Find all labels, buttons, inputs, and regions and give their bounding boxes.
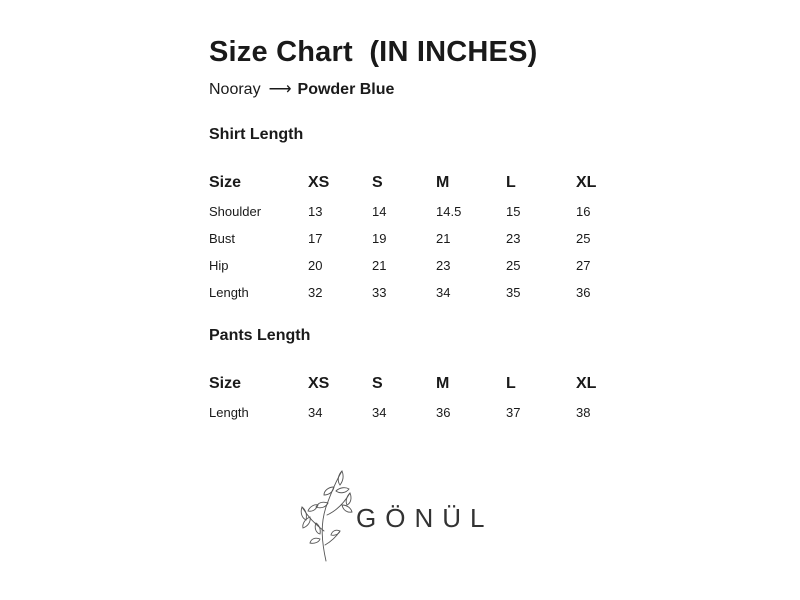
column-header-l: L bbox=[506, 375, 516, 392]
product-breadcrumb bbox=[209, 79, 394, 99]
table-cell: 35 bbox=[506, 285, 521, 300]
column-header-xl: XL bbox=[576, 375, 597, 392]
column-header-l: L bbox=[506, 174, 516, 191]
section-title-pants: Pants Length bbox=[209, 327, 311, 344]
table-cell: 19 bbox=[372, 231, 387, 246]
table-header-row bbox=[209, 168, 640, 198]
table-cell: 16 bbox=[576, 204, 591, 219]
column-header-s: S bbox=[372, 375, 383, 392]
column-header-size: Size bbox=[209, 375, 242, 392]
table-cell: 34 bbox=[308, 405, 323, 420]
table-cell: 15 bbox=[506, 204, 521, 219]
table-cell: 34 bbox=[436, 285, 451, 300]
table-cell: 23 bbox=[436, 258, 451, 273]
arrow-icon: ⟶ bbox=[268, 81, 292, 98]
column-header-m: M bbox=[436, 375, 450, 392]
table-cell: 20 bbox=[308, 258, 323, 273]
table-row bbox=[209, 279, 640, 306]
shirt-size-table bbox=[209, 168, 640, 306]
table-cell: 36 bbox=[576, 285, 591, 300]
table-cell: 25 bbox=[576, 231, 591, 246]
row-label: Hip bbox=[209, 258, 229, 273]
page-title: Size Chart (IN INCHES) bbox=[209, 36, 538, 68]
table-cell: 38 bbox=[576, 405, 591, 420]
table-cell: 36 bbox=[436, 405, 451, 420]
pants-size-table bbox=[209, 369, 640, 426]
table-row bbox=[209, 399, 640, 426]
column-header-size: Size bbox=[209, 174, 242, 191]
row-label: Length bbox=[209, 285, 249, 300]
table-row bbox=[209, 198, 640, 225]
table-cell: 37 bbox=[506, 405, 521, 420]
table-cell: 34 bbox=[372, 405, 387, 420]
table-cell: 14.5 bbox=[436, 204, 462, 219]
brand-wordmark: GÖNÜL bbox=[356, 503, 494, 533]
column-header-xl: XL bbox=[576, 174, 597, 191]
row-label: Length bbox=[209, 405, 249, 420]
table-cell: 27 bbox=[576, 258, 591, 273]
table-cell: 25 bbox=[506, 258, 521, 273]
table-row bbox=[209, 225, 640, 252]
section-title-shirt: Shirt Length bbox=[209, 126, 304, 143]
column-header-s: S bbox=[372, 174, 383, 191]
table-row bbox=[209, 252, 640, 279]
column-header-xs: XS bbox=[308, 174, 330, 191]
product-name: Nooray bbox=[209, 81, 261, 98]
column-header-xs: XS bbox=[308, 375, 330, 392]
table-cell: 21 bbox=[372, 258, 387, 273]
table-cell: 33 bbox=[372, 285, 387, 300]
table-cell: 14 bbox=[372, 204, 387, 219]
table-cell: 17 bbox=[308, 231, 323, 246]
table-cell: 13 bbox=[308, 204, 323, 219]
column-header-m: M bbox=[436, 174, 450, 191]
row-label: Shoulder bbox=[209, 204, 262, 219]
product-variant: Powder Blue bbox=[297, 81, 395, 98]
table-cell: 21 bbox=[436, 231, 451, 246]
table-header-row bbox=[209, 369, 640, 399]
table-cell: 32 bbox=[308, 285, 323, 300]
brand-logo bbox=[296, 467, 536, 567]
leaf-sprig-icon bbox=[296, 467, 358, 563]
table-cell: 23 bbox=[506, 231, 521, 246]
row-label: Bust bbox=[209, 231, 236, 246]
